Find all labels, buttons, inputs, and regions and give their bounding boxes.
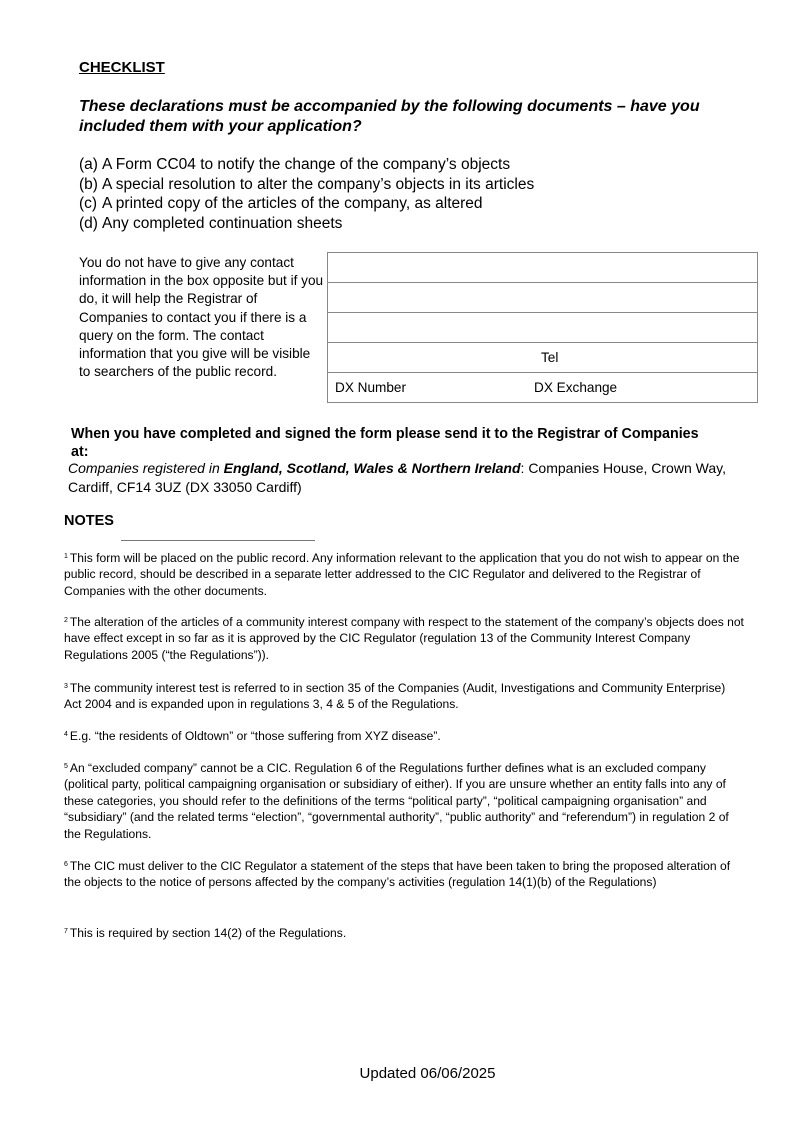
checklist-heading: CHECKLIST [79, 59, 165, 76]
footnote-number: 1 [64, 553, 68, 560]
footnote [64, 679, 744, 713]
footnote-number: 5 [64, 763, 68, 770]
footnote [64, 613, 744, 663]
address-prefix: Companies registered in [68, 460, 224, 476]
checklist-item-marker: (b) [79, 175, 98, 193]
registrar-address [68, 459, 758, 497]
contact-details-box [327, 252, 758, 403]
footnote-number: 3 [64, 683, 68, 690]
checklist-item-marker: (c) [79, 195, 98, 212]
checklist-item [79, 194, 534, 214]
dx-number-field[interactable] [328, 373, 528, 403]
footnote-number: 2 [64, 617, 68, 624]
footnote-text: The alteration of the articles of a community interest company with respect to the statement of the company’s objects does not have effect except in so far as it is approved by the CIC Regulator (regulation 13 of the Community Interest Company Regulations 2005 (“the Regulations”)). [64, 615, 744, 662]
footnote-text: This form will be placed on the public record. Any information relevant to the application that you do not wish to appear on the public record, should be described in a separate letter addressed to the CIC Regulator and delivered to the Registrar of Companies with the other documents. [64, 551, 740, 598]
footnote [64, 549, 744, 599]
footnote-text: An “excluded company” cannot be a CIC. Regulation 6 of the Regulations further defines what is an excluded company (political party, political campaigning organisation or subsidiary of either). If you are unsure whether an entity falls into any of these categories, you should refer to the definitions of the terms “political party”, “political campaigning organisation” and “subsidiary” (and the related terms “election”, “governmental authority”, “public authority” and “referendum”) in regulation 2 of the Regulations. [64, 761, 729, 841]
footnote [64, 924, 744, 941]
footnote-text: E.g. “the residents of Oldtown” or “those suffering from XYZ disease”. [69, 729, 441, 743]
address-regions: England, Scotland, Wales & Northern Ireland [223, 460, 521, 476]
footnote-number: 6 [64, 861, 68, 868]
contact-address-line-2-field[interactable] [328, 313, 758, 343]
footnote [64, 857, 744, 891]
checklist-intro: These declarations must be accompanied by the following documents – have you included them with your application? [79, 98, 700, 135]
address-text: : Companies House, Crown Way, Cardiff, CF14 3UZ (DX 33050 Cardiff) [68, 460, 726, 495]
checklist-item-text: A Form CC04 to notify the change of the company’s objects [102, 156, 511, 173]
dx-number-label: DX Number [335, 380, 407, 395]
updated-date: Updated 06/06/2025 [359, 1065, 496, 1082]
footnote [64, 727, 744, 744]
checklist-item-marker: (d) [79, 214, 98, 232]
dx-exchange-field[interactable] [527, 373, 758, 403]
checklist-item [79, 155, 534, 175]
contact-explanation: You do not have to give any contact information in the box opposite but if you do, it will help the Registrar of Companies to contact you if there is a query on the form. The contact information that you give will be visible to searchers of the public record. [79, 255, 324, 380]
footnote-text: This is required by section 14(2) of the Regulations. [69, 926, 347, 940]
checklist-item-text: A printed copy of the articles of the company, as altered [102, 195, 483, 212]
notes-heading: NOTES [64, 513, 114, 529]
dx-exchange-label: DX Exchange [534, 380, 618, 395]
footnote-text: The CIC must deliver to the CIC Regulator a statement of the steps that have been taken to bring the proposed alteration of the objects to the notice of persons affected by the company’s activities (regulation 14(1)(b) of the Regulations) [64, 859, 731, 890]
footnote [64, 759, 744, 842]
footnote-number: 7 [64, 928, 68, 935]
checklist-item-marker: (a) [79, 156, 98, 173]
checklist-item [79, 175, 534, 195]
notes-divider [121, 540, 315, 541]
contact-address-line-1-field[interactable] [328, 283, 758, 313]
tel-label: Tel [541, 350, 559, 365]
send-instruction: When you have completed and signed the form please send it to the Registrar of Companies at: [71, 426, 699, 460]
contact-name-field[interactable] [328, 253, 758, 283]
footnote-number: 4 [64, 731, 68, 738]
tel-field[interactable] [328, 343, 758, 373]
checklist-items [79, 155, 534, 233]
checklist-item-text: Any completed continuation sheets [102, 214, 343, 232]
checklist-item [79, 214, 534, 234]
checklist-item-text: A special resolution to alter the company’s objects in its articles [102, 175, 535, 193]
footnote-text: The community interest test is referred to in section 35 of the Companies (Audit, Investigations and Community Enterprise) Act 2004 and is expanded upon in regulations 3, 4 & 5 of the Regulations. [64, 681, 726, 712]
